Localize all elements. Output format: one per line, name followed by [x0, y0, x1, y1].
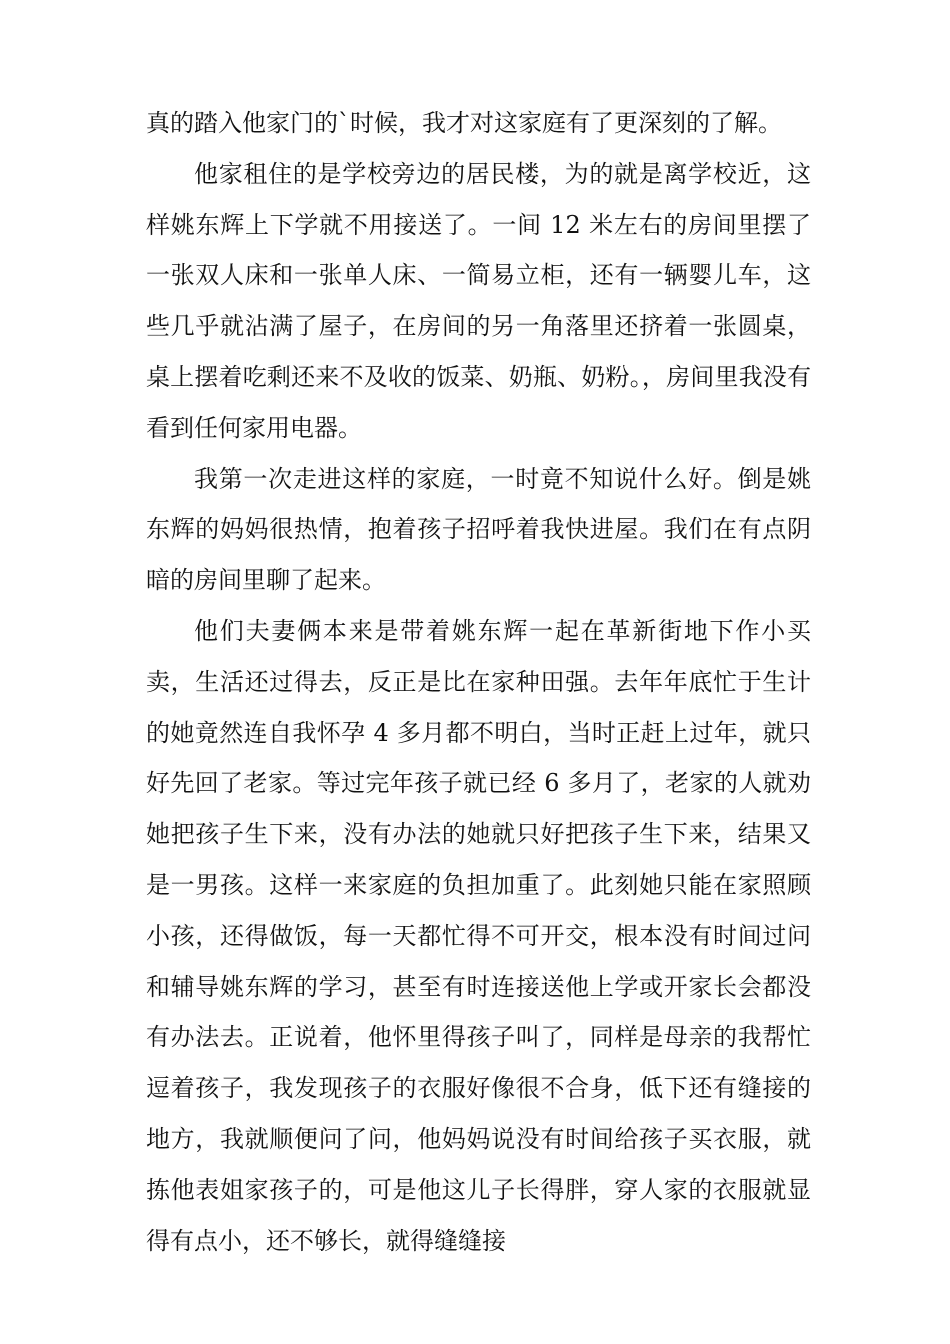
paragraph-4: 他们夫妻俩本来是带着姚东辉一起在革新街地下作小买卖，生活还过得去，反正是比在家种田强。去年年底忙于生计的她竟然连自我怀孕 4 多月都不明白，当时正赶上过年，就只好先回了老家。等过完年孩子就已经 6 多月了，老家的人就劝她把孩子生下来，没有办法的她就只好把孩子生下来，结果又是一男孩。这样一来家庭的负担加重了。此刻她只能在家照顾小孩，还得做饭，每一天都忙得不可开交，根本没有时间过问和辅导姚东辉的学习，甚至有时连接送他上学或开家长会都没有办法去。正说着，他怀里得孩子叫了，同样是母亲的我帮忙逗着孩子，我发现孩子的衣服好像很不合身，低下还有缝接的地方，我就顺便问了问，他妈妈说没有时间给孩子买衣服，就拣他表姐家孩子的，可是他这儿子长得胖，穿人家的衣服就显得有点小，还不够长，就得缝缝接 [146, 616, 811, 1255]
paragraph-2: 他家租住的是学校旁边的居民楼，为的就是离学校近，这样姚东辉上下学就不用接送了。一间 12 米左右的房间里摆了一张双人床和一张单人床、一简易立柜，还有一辆婴儿车，这些几乎就沾满了屋子，在房间的另一角落里还挤着一张圆桌，桌上摆着吃剩还来不及收的饭菜、奶瓶、奶粉。，房间里我没有看到任何家用电器。 [146, 159, 811, 442]
paragraph-1: 真的踏入他家门的`时候，我才对这家庭有了更深刻的了解。 [146, 109, 782, 137]
paragraph-3: 我第一次走进这样的家庭，一时竟不知说什么好。倒是姚东辉的妈妈很热情，抱着孩子招呼着我快进屋。我们在有点阴暗的房间里聊了起来。 [146, 464, 811, 595]
document-body [146, 98, 811, 1266]
